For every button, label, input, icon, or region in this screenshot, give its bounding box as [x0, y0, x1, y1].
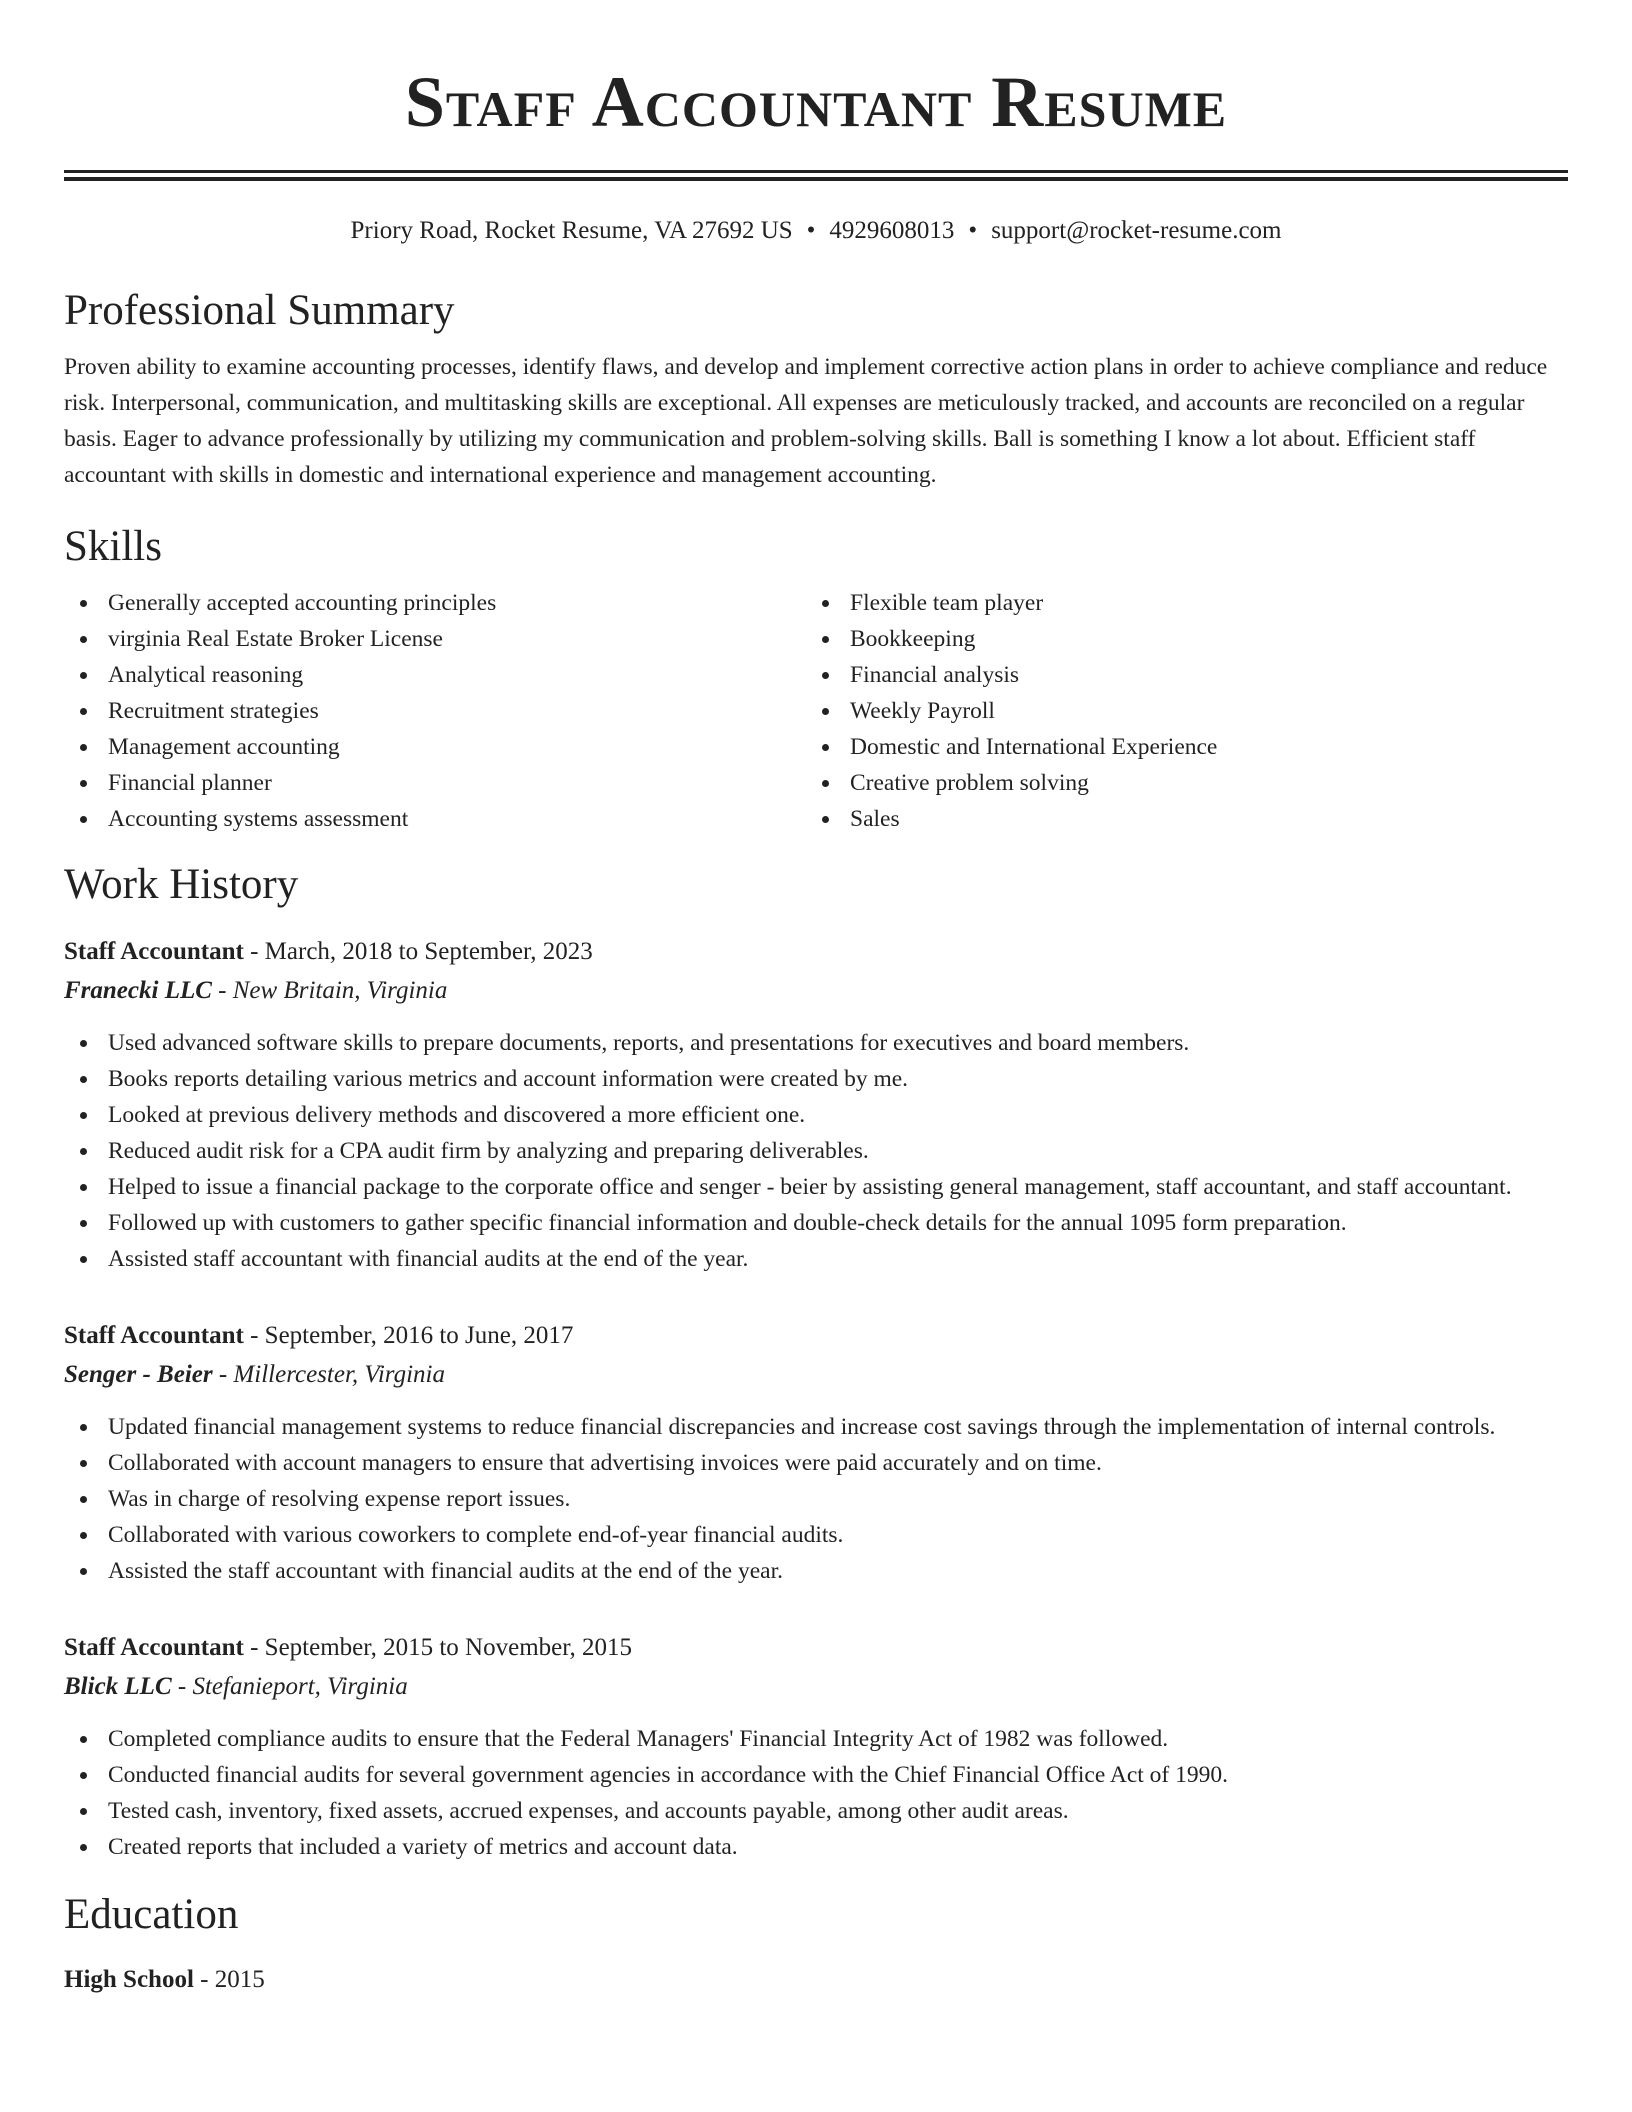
job-dates: - September, 2016 to June, 2017 [243, 1322, 574, 1349]
skill-item: Sales [806, 801, 1548, 837]
company-location: - Millercester, Virginia [212, 1361, 445, 1388]
company-line [64, 971, 1568, 1011]
resume-title: Staff Accountant Resume [404, 62, 1228, 142]
section-heading: Skills [64, 523, 162, 570]
job-title-line [64, 1317, 1568, 1355]
job-dates: - September, 2015 to November, 2015 [243, 1634, 633, 1661]
job-duty: Looked at previous delivery methods and discovered a more efficient one. [64, 1097, 1568, 1133]
skill-item: Management accounting [64, 729, 806, 765]
summary-text: Proven ability to examine accounting processes, identify flaws, and develop and implement corrective action plans in order to achieve compliance and reduce risk. Interpersonal, communication, and multitasking skills are exceptional. All expenses are meticulously tracked, and accounts are reconciled on a regular basis. Eager to advance professionally by utilizing my communication and problem-solving skills. Ball is something I know a lot about. Efficient staff accountant with skills in domestic and international experience and management accounting. [64, 354, 1548, 488]
skill-item: Recruitment strategies [64, 693, 806, 729]
job-entry [64, 1317, 1568, 1589]
education-section [64, 1889, 1568, 1999]
job-duty: Collaborated with account managers to ensure that advertising invoices were paid accurately and on time. [64, 1445, 1568, 1481]
job-duty: Used advanced software skills to prepare documents, reports, and presentations for executives and board members. [64, 1025, 1568, 1061]
job-title: Staff Accountant [64, 938, 244, 965]
job-duty: Followed up with customers to gather specific financial information and double-check details for the annual 1095 form preparation. [64, 1205, 1568, 1241]
company-line [64, 1355, 1568, 1395]
skill-item: Financial planner [64, 765, 806, 801]
professional-summary-section [64, 285, 1568, 493]
skill-item: Weekly Payroll [806, 693, 1548, 729]
job-duties-list [64, 1721, 1568, 1865]
job-duty: Updated financial management systems to reduce financial discrepancies and increase cost savings through the implementation of internal controls. [64, 1409, 1568, 1445]
job-title: Staff Accountant [64, 1322, 244, 1349]
skills-grid [64, 585, 1568, 837]
job-duty: Assisted the staff accountant with financial audits at the end of the year. [64, 1553, 1568, 1589]
company-name: Senger - Beier [64, 1361, 213, 1388]
skill-item: Financial analysis [806, 657, 1548, 693]
skill-item: Bookkeeping [806, 621, 1548, 657]
education-entry [64, 1961, 1568, 1999]
contact-separator: • [968, 217, 978, 244]
company-name: Blick LLC [64, 1673, 172, 1700]
job-duty: Helped to issue a financial package to the corporate office and senger - beier by assisting general management, staff accountant, and staff accountant. [64, 1169, 1568, 1205]
job-duty: Conducted financial audits for several government agencies in accordance with the Chief Financial Office Act of 1990. [64, 1757, 1568, 1793]
skill-item: Creative problem solving [806, 765, 1548, 801]
skills-list-right [806, 585, 1548, 837]
skill-item: Analytical reasoning [64, 657, 806, 693]
job-duty: Collaborated with various coworkers to complete end-of-year financial audits. [64, 1517, 1568, 1553]
job-title-line [64, 1629, 1568, 1667]
section-heading: Education [64, 1891, 239, 1938]
company-location: - Stefanieport, Virginia [171, 1673, 408, 1700]
skills-list-left [64, 585, 806, 837]
skill-item: Accounting systems assessment [64, 801, 806, 837]
job-duty: Books reports detailing various metrics and account information were created by me. [64, 1061, 1568, 1097]
job-duty: Was in charge of resolving expense report issues. [64, 1481, 1568, 1517]
job-dates: - March, 2018 to September, 2023 [243, 938, 593, 965]
job-duty: Assisted staff accountant with financial audits at the end of the year. [64, 1241, 1568, 1277]
contact-separator: • [806, 217, 816, 244]
contact-email: support@rocket-resume.com [991, 217, 1282, 244]
job-duty: Tested cash, inventory, fixed assets, accrued expenses, and accounts payable, among other audit areas. [64, 1793, 1568, 1829]
skills-section [64, 521, 1568, 837]
job-duty: Created reports that included a variety of metrics and account data. [64, 1829, 1568, 1865]
contact-phone: 4929608013 [829, 217, 955, 244]
contact-line [64, 215, 1568, 247]
skill-item: Flexible team player [806, 585, 1548, 621]
skill-item: Domestic and International Experience [806, 729, 1548, 765]
job-entry [64, 933, 1568, 1277]
job-title: Staff Accountant [64, 1634, 244, 1661]
contact-address: Priory Road, Rocket Resume, VA 27692 US [350, 217, 793, 244]
education-degree: High School [64, 1966, 194, 1993]
company-line [64, 1667, 1568, 1707]
job-title-line [64, 933, 1568, 971]
skill-item: virginia Real Estate Broker License [64, 621, 806, 657]
education-year: - 2015 [193, 1966, 265, 1993]
title-divider [64, 170, 1568, 181]
section-heading: Professional Summary [64, 287, 455, 334]
section-heading: Work History [64, 861, 299, 908]
job-entry [64, 1629, 1568, 1865]
skill-item: Generally accepted accounting principles [64, 585, 806, 621]
company-location: - New Britain, Virginia [211, 977, 448, 1004]
job-duty: Completed compliance audits to ensure that the Federal Managers' Financial Integrity Act of 1982 was followed. [64, 1721, 1568, 1757]
company-name: Franecki LLC [64, 977, 212, 1004]
job-duties-list [64, 1409, 1568, 1589]
work-history-section [64, 859, 1568, 1865]
job-duties-list [64, 1025, 1568, 1277]
job-duty: Reduced audit risk for a CPA audit firm by analyzing and preparing deliverables. [64, 1133, 1568, 1169]
